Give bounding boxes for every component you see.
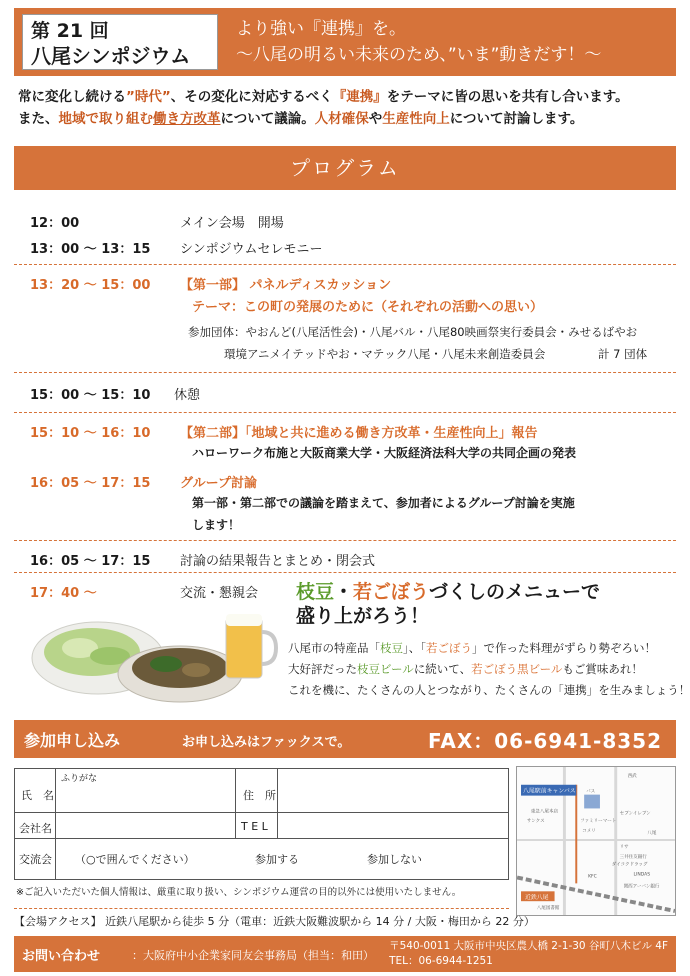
privacy-note: ※ご記入いただいた個人情報は、厳重に取り扱い、シンポジウム運営の目的以外には使用いたしません。: [16, 887, 462, 898]
food-title-span: づくしのメニューで: [429, 581, 601, 603]
contact-organization: ：大阪府中小企業家同友会事務局（担当：和田）: [132, 949, 374, 962]
schedule-time: 17：40 〜: [30, 586, 97, 601]
access-map: [516, 766, 676, 916]
divider: [14, 540, 676, 541]
map-label: KFC: [588, 874, 597, 880]
food-text-span: 枝豆ビール: [357, 662, 414, 676]
intro-keyword-jinzai: 人材確保: [314, 111, 369, 127]
schedule-time: 16：05 〜 17：15: [30, 476, 151, 491]
intro-text-span: 常に変化し続ける: [18, 89, 126, 105]
form-divider: [277, 769, 278, 839]
food-desc-line2: [288, 659, 690, 680]
food-burdock: 若ごぼう: [353, 581, 430, 603]
food-text-span: 若ごぼう黒ビール: [471, 662, 563, 676]
schedule-time: 13：20 〜 15：00: [30, 278, 151, 293]
food-text-span: 」、「: [403, 641, 426, 655]
map-venue-label: 八尾駅前キャンパス: [522, 788, 576, 795]
tagline-line1: より強い『連携』を。: [236, 19, 406, 39]
map-station-label: 近鉄八尾: [524, 895, 549, 902]
divider: [14, 372, 676, 373]
map-label: バス: [586, 789, 596, 795]
schedule-desc: メイン会場 開場: [180, 216, 284, 231]
panel-participants-2: 環境アニメイテッドやお・マテック八尾・八尾未来創造委員会: [224, 347, 546, 361]
divider: [14, 264, 676, 265]
company-field[interactable]: [59, 815, 231, 837]
map-label: コメリ: [582, 829, 596, 835]
group-detail-2: します！: [192, 518, 241, 532]
header-banner: [14, 8, 676, 76]
food-text-span: 」で作った料理がずらり勢ぞろい！: [472, 641, 656, 655]
food-title-line1: [296, 580, 600, 604]
food-desc-line3: これを機に、たくさんの人とつながり、たくさんの「連携」を生みましょう！: [288, 683, 690, 697]
form-divider: [235, 769, 236, 839]
map-label: 西武: [627, 773, 637, 779]
panel-participants-count: 計 7 団体: [598, 347, 648, 361]
tel-field[interactable]: [281, 815, 505, 837]
venue-access: 【会場アクセス】 近鉄八尾駅から徒歩 5 分（電車：近鉄大阪難波駅から 14 分 / 大阪・梅田から 22 分）: [14, 908, 509, 929]
food-text-span: 八尾市の特産品「: [288, 641, 380, 655]
event-edition: 第 21 回: [31, 20, 109, 42]
party-decline-option[interactable]: 参加しない: [367, 853, 422, 866]
report-detail: ハローワーク布施と大阪商業大学・大阪経済法科大学の共同企画の発表: [192, 446, 577, 460]
intro-keyword-jidai: ”時代”: [126, 89, 171, 105]
food-title-line2: 盛り上がろう！: [296, 605, 430, 627]
application-form: [14, 768, 509, 880]
intro-text-span: について議論。: [220, 111, 315, 127]
food-text-span: もご賞味あれ！: [562, 662, 643, 676]
schedule-desc: 【第二部】「地域と共に進める働き方改革・生産性向上」報告: [180, 426, 538, 441]
event-title: 八尾シンポジウム: [31, 44, 191, 68]
contact-footer: [14, 936, 676, 972]
food-description: [288, 638, 690, 701]
intro-line2: [18, 108, 678, 130]
contact-address: 〒540-0011 大阪市中央区農人橋 2-1-30 谷町八木ビル 4F: [389, 940, 668, 952]
map-label: サンクス: [526, 819, 545, 825]
divider: [14, 572, 676, 573]
map-bus-stop: [584, 795, 600, 809]
schedule-desc: 【第一部】 パネルディスカッション: [180, 278, 392, 293]
food-edamame: 枝豆: [296, 581, 335, 603]
food-text-span: に続いて、: [413, 662, 472, 676]
party-attend-option[interactable]: 参加する: [255, 853, 299, 866]
intro-text-span: また、: [18, 111, 59, 127]
schedule-desc: シンポジウムセレモニー: [180, 242, 323, 257]
map-label: 八尾: [647, 831, 657, 837]
intro-text-span: 、その変化に対応するべく: [170, 89, 333, 105]
contact-label: お問い合わせ: [22, 949, 101, 964]
contact-tel: TEL：06-6944-1251: [389, 955, 493, 967]
tel-label: T E L: [241, 820, 268, 833]
application-banner: [14, 720, 676, 758]
map-label: 関西アーバン銀行: [623, 884, 660, 890]
event-title-box: [22, 14, 218, 70]
map-label: ダイコクドラッグ: [611, 862, 648, 868]
group-detail-1: 第一部・第二部での議論を踏まえて、参加者によるグループ討論を実施: [192, 496, 575, 510]
panel-participants-1: 参加団体：やおんど(八尾活性会)・八尾バル・八尾80映画祭実行委員会・みせるばやお: [188, 325, 638, 339]
intro-text: [18, 86, 678, 130]
panel-theme: テーマ：この町の発展のために（それぞれの活動への思い）: [192, 300, 544, 315]
map-label: LINDAS: [633, 872, 651, 878]
intro-keyword-seisansei: 生産性向上: [382, 111, 450, 127]
map-label: 三井住友銀行: [619, 854, 647, 860]
schedule-desc: 休憩: [174, 388, 201, 403]
intro-line1: [18, 86, 678, 108]
divider: [14, 412, 676, 413]
food-text-span: 枝豆: [380, 641, 403, 655]
intro-text-span: や: [368, 111, 383, 127]
food-title: [296, 580, 600, 628]
address-label: 住 所: [243, 789, 276, 802]
intro-text-span: について討論します。: [449, 111, 584, 127]
intro-keyword-renkei: 『連携』: [332, 89, 387, 105]
schedule-time: 13：00 〜 13：15: [30, 242, 151, 257]
food-beer-photo: [30, 600, 280, 704]
food-text-span: 若ごぼう: [426, 641, 472, 655]
schedule-desc: グループ討論: [180, 476, 257, 491]
intro-keyword-hatarakikata: 働き方改革: [153, 111, 221, 127]
schedule-time: 15：10 〜 16：10: [30, 426, 151, 441]
schedule-time: 12：00: [30, 216, 80, 231]
map-label: リサ: [619, 844, 629, 850]
company-label: 会社名: [19, 822, 52, 835]
application-label: 参加申し込み: [24, 731, 121, 750]
form-divider: [55, 769, 56, 879]
program-heading: プログラム: [14, 146, 676, 190]
party-label: 交流会: [19, 853, 52, 866]
schedule-time: 15：00 〜 15：10: [30, 388, 151, 403]
schedule-desc: 討論の結果報告とまとめ・閉会式: [180, 554, 376, 569]
schedule-time: 16：05 〜 17：15: [30, 554, 151, 569]
name-label: 氏 名: [21, 789, 54, 802]
contact-details: [389, 939, 668, 969]
intro-keyword-chiiki: 地域で取り組む: [58, 111, 153, 127]
party-instruction: （○で囲んでください）: [75, 853, 195, 866]
fax-number: FAX：06-6941-8352: [427, 729, 662, 753]
map-label: セブンイレブン: [619, 811, 651, 817]
food-desc-line1: [288, 638, 690, 659]
map-label: ファミリーマート: [580, 819, 617, 825]
map-label: 八尾図書館: [536, 906, 560, 912]
address-field[interactable]: [281, 771, 505, 811]
name-field[interactable]: [59, 783, 231, 811]
tagline-line2: 〜八尾の明るい未来のため、”いま”動きだす！〜: [236, 45, 602, 65]
tagline: [236, 16, 601, 68]
map-label: 東急八尾本店: [530, 809, 558, 815]
food-text-span: 大好評だった: [288, 662, 357, 676]
application-method: お申し込みはファックスで。: [182, 735, 351, 750]
schedule-desc: 交流・懇親会: [180, 586, 259, 601]
food-title-span: ・: [334, 581, 354, 603]
furigana-label: ふりがな: [61, 774, 98, 784]
intro-text-span: をテーマに皆の思いを共有し合います。: [386, 89, 629, 105]
